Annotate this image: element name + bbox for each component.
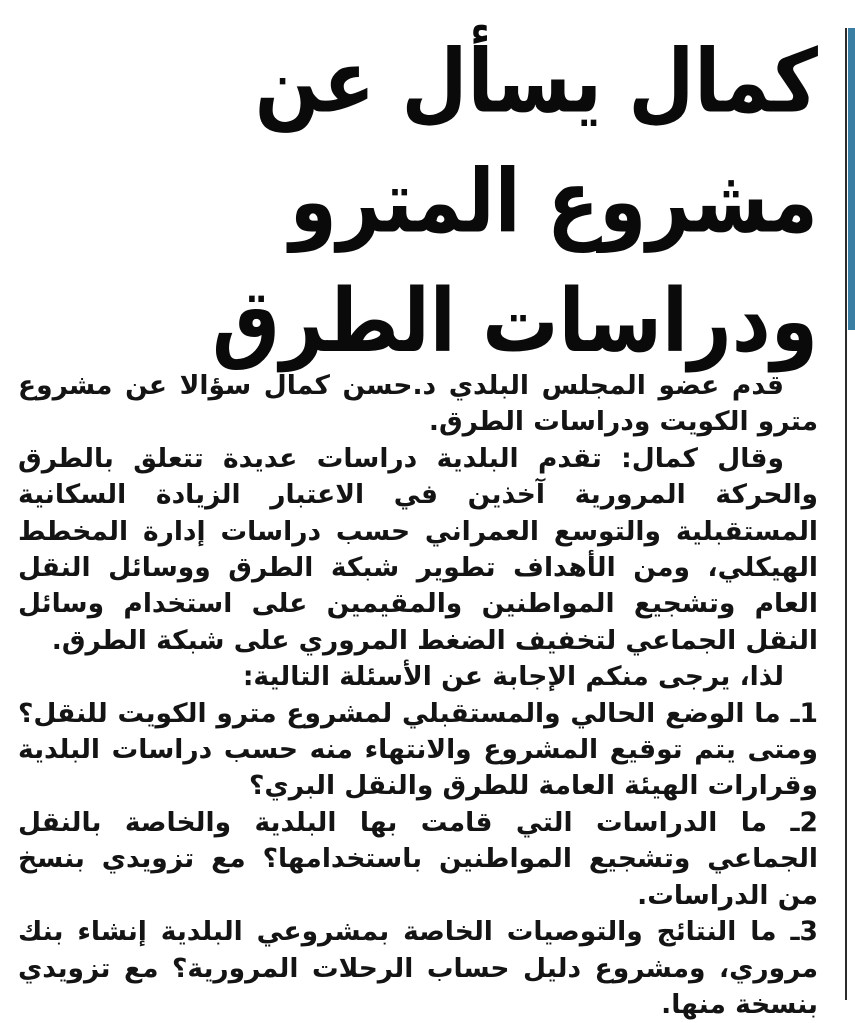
paragraph-questions-intro: لذا، يرجى منكم الإجابة عن الأسئلة التالية:: [242, 661, 784, 693]
article-body: [18, 368, 818, 1023]
article: [18, 22, 818, 1023]
question-2: 2ـ ما الدراسات التي قامت بها البلدية والخاصة بالنقل الجماعي وتشجيع المواطنين باستخدامها؟ مع تزويدي بنسخ من الدراسات.: [18, 806, 818, 911]
column-rule: [845, 28, 847, 1000]
column-accent-bar: [848, 28, 855, 330]
headline: [18, 22, 818, 381]
question-1: 1ـ ما الوضع الحالي والمستقبلي لمشروع مترو الكويت للنقل؟ ومتى يتم توقيع المشروع والانتهاء منه حسب دراسات البلدية وقرارات الهيئة العامة للطرق والنقل البري؟: [18, 697, 818, 802]
paragraph-intro: قدم عضو المجلس البلدي د.حسن كمال سؤالا عن مشروع مترو الكويت ودراسات الطرق.: [18, 370, 818, 438]
paragraph-statement: وقال كمال: تقدم البلدية دراسات عديدة تتعلق بالطرق والحركة المرورية آخذين في الاعتبار الزيادة السكانية المستقبلية والتوسع العمراني حسب دراسات إدارة المخطط الهيكلي، ومن الأهداف تطوير شبكة الطرق ووسائل النقل العام وتشجيع المواطنين والمقيمين على استخدام وسائل النقل الجماعي لتخفيف الضغط المروري على شبكة الطرق.: [18, 442, 818, 656]
question-3: 3ـ ما النتائج والتوصيات الخاصة بمشروعي البلدية إنشاء بنك مروري، ومشروع دليل حساب الرحلات المرورية؟ مع تزويدي بنسخة منها.: [18, 916, 818, 1020]
headline-line-1: كمال يسأل عن مشروع المترو: [254, 30, 818, 252]
headline-line-2: ودراسات الطرق: [212, 269, 818, 372]
